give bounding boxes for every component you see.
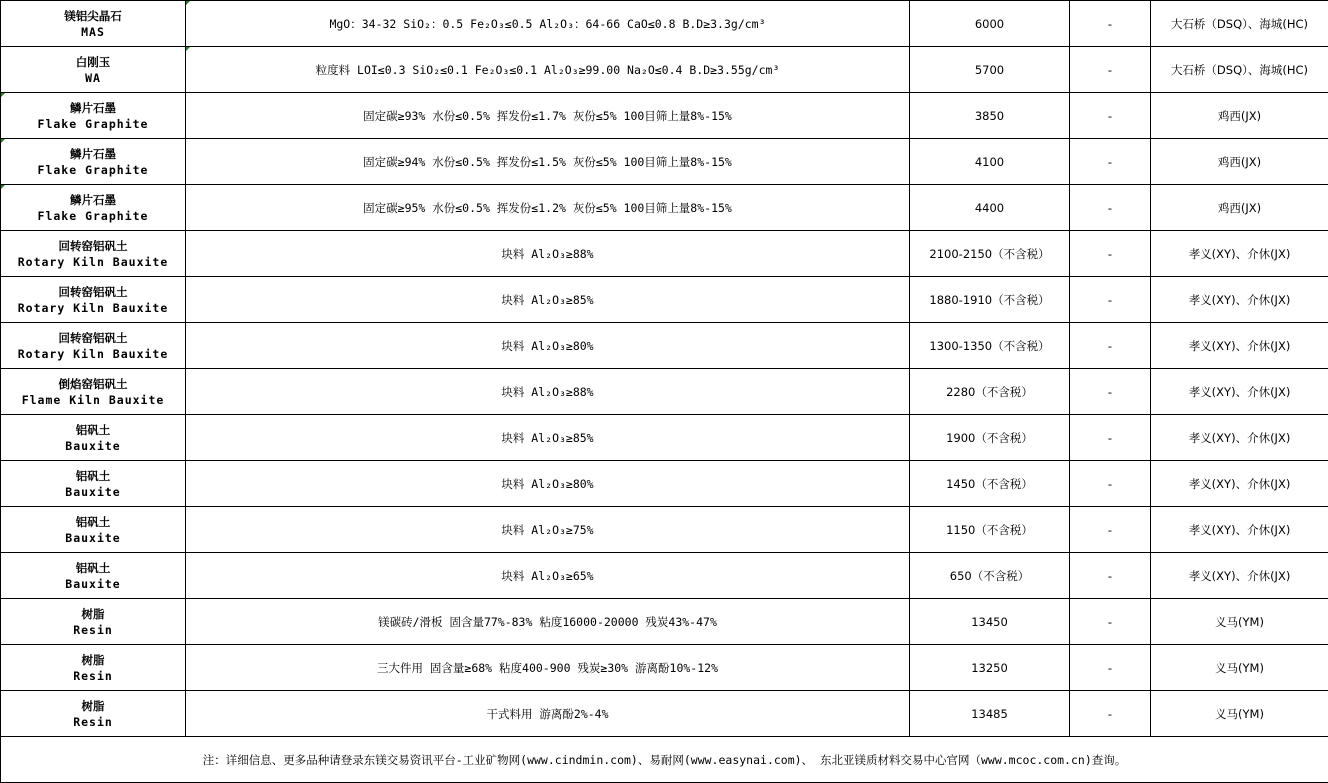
- product-name-cn: 树脂: [1, 698, 185, 714]
- table-row: [1, 47, 1328, 93]
- spec-cell[interactable]: [186, 277, 910, 323]
- spec-text: 固定碳≥94% 水份≤0.5% 挥发份≤1.5% 灰份≤5% 100目筛上量8%-15%: [363, 155, 732, 169]
- table-row: [1, 139, 1328, 185]
- product-name-cell[interactable]: [1, 323, 186, 369]
- product-name-cell[interactable]: [1, 599, 186, 645]
- origin-cell[interactable]: 孝义(XY)、介休(JX): [1151, 369, 1328, 415]
- product-name-cell[interactable]: [1, 553, 186, 599]
- product-name-cell[interactable]: [1, 47, 186, 93]
- product-name-en: Flake Graphite: [1, 162, 185, 178]
- price-cell[interactable]: 1150（不含税）: [910, 507, 1070, 553]
- table-row: [1, 231, 1328, 277]
- spec-text: MgO：34-32 SiO₂：0.5 Fe₂O₃≤0.5 Al₂O₃：64-66 CaO≤0.8 B.D≥3.3g/cm³: [329, 17, 765, 31]
- product-name-cn: 鳞片石墨: [1, 100, 185, 116]
- spec-cell[interactable]: [186, 461, 910, 507]
- spec-text: 固定碳≥95% 水份≤0.5% 挥发份≤1.2% 灰份≤5% 100目筛上量8%-15%: [363, 201, 732, 215]
- price-cell[interactable]: 4400: [910, 185, 1070, 231]
- table-row: [1, 1, 1328, 47]
- origin-cell[interactable]: 孝义(XY)、介休(JX): [1151, 553, 1328, 599]
- spec-text: 块料 Al₂O₃≥85%: [501, 293, 593, 307]
- change-cell[interactable]: -: [1070, 369, 1151, 415]
- comment-marker-icon: [1, 185, 5, 189]
- table-row: [1, 185, 1328, 231]
- change-cell[interactable]: -: [1070, 277, 1151, 323]
- origin-cell[interactable]: 大石桥（DSQ）、海城(HC): [1151, 47, 1328, 93]
- origin-cell[interactable]: 孝义(XY)、介休(JX): [1151, 231, 1328, 277]
- change-cell[interactable]: -: [1070, 645, 1151, 691]
- comment-marker-icon: [1, 93, 5, 97]
- table-row: [1, 323, 1328, 369]
- price-cell[interactable]: 3850: [910, 93, 1070, 139]
- change-cell[interactable]: -: [1070, 553, 1151, 599]
- product-name-cell[interactable]: [1, 185, 186, 231]
- note-row: [1, 737, 1328, 783]
- spec-text: 三大件用 固含量≥68% 粘度400-900 残炭≥30% 游离酚10%-12%: [377, 661, 718, 675]
- product-name-cell[interactable]: [1, 645, 186, 691]
- price-cell[interactable]: 2280（不含税）: [910, 369, 1070, 415]
- price-cell[interactable]: 4100: [910, 139, 1070, 185]
- product-name-cn: 铝矾土: [1, 560, 185, 576]
- product-name-en: WA: [1, 70, 185, 86]
- spec-cell[interactable]: [186, 507, 910, 553]
- spec-cell[interactable]: [186, 369, 910, 415]
- product-name-cell[interactable]: [1, 277, 186, 323]
- origin-cell[interactable]: 大石桥（DSQ）、海城(HC): [1151, 1, 1328, 47]
- product-name-cn: 倒焰窑铝矾土: [1, 376, 185, 392]
- product-name-cn: 铝矾土: [1, 468, 185, 484]
- spec-text: 块料 Al₂O₃≥88%: [501, 247, 593, 261]
- spec-text: 块料 Al₂O₃≥75%: [501, 523, 593, 537]
- origin-cell[interactable]: 鸡西(JX): [1151, 93, 1328, 139]
- price-cell[interactable]: 13485: [910, 691, 1070, 737]
- origin-cell[interactable]: 孝义(XY)、介休(JX): [1151, 415, 1328, 461]
- spec-cell[interactable]: [186, 93, 910, 139]
- product-name-en: Flake Graphite: [1, 208, 185, 224]
- price-cell[interactable]: 13450: [910, 599, 1070, 645]
- table-row: [1, 369, 1328, 415]
- table-row: [1, 415, 1328, 461]
- product-name-en: Rotary Kiln Bauxite: [1, 300, 185, 316]
- product-name-cell[interactable]: [1, 93, 186, 139]
- product-name-cell[interactable]: [1, 507, 186, 553]
- origin-cell[interactable]: 义马(YM): [1151, 645, 1328, 691]
- product-name-cell[interactable]: [1, 461, 186, 507]
- table-row: [1, 277, 1328, 323]
- change-cell[interactable]: -: [1070, 599, 1151, 645]
- product-name-cn: 回转窑铝矾土: [1, 330, 185, 346]
- table-row: [1, 599, 1328, 645]
- spec-cell[interactable]: [186, 47, 910, 93]
- spec-cell[interactable]: [186, 1, 910, 47]
- product-name-en: Resin: [1, 622, 185, 638]
- spec-cell[interactable]: [186, 553, 910, 599]
- spec-text: 干式料用 游离酚2%-4%: [486, 707, 608, 721]
- product-name-en: Bauxite: [1, 576, 185, 592]
- product-name-en: Resin: [1, 668, 185, 684]
- table-row: [1, 93, 1328, 139]
- spec-text: 粒度料 LOI≤0.3 SiO₂≤0.1 Fe₂O₃≤0.1 Al₂O₃≥99.00 Na₂O≤0.4 B.D≥3.55g/cm³: [316, 63, 780, 77]
- change-cell[interactable]: -: [1070, 47, 1151, 93]
- spec-cell[interactable]: [186, 139, 910, 185]
- price-cell[interactable]: 2100-2150（不含税）: [910, 231, 1070, 277]
- spec-cell[interactable]: [186, 323, 910, 369]
- product-name-cn: 回转窑铝矾土: [1, 238, 185, 254]
- origin-cell[interactable]: 义马(YM): [1151, 599, 1328, 645]
- origin-cell[interactable]: 孝义(XY)、介休(JX): [1151, 277, 1328, 323]
- change-cell[interactable]: -: [1070, 231, 1151, 277]
- origin-cell[interactable]: 鸡西(JX): [1151, 185, 1328, 231]
- product-name-en: Rotary Kiln Bauxite: [1, 254, 185, 270]
- product-name-en: Rotary Kiln Bauxite: [1, 346, 185, 362]
- price-cell[interactable]: 13250: [910, 645, 1070, 691]
- spec-text: 块料 Al₂O₃≥80%: [501, 477, 593, 491]
- product-name-en: Bauxite: [1, 438, 185, 454]
- spec-text: 固定碳≥93% 水份≤0.5% 挥发份≤1.7% 灰份≤5% 100目筛上量8%-15%: [363, 109, 732, 123]
- change-cell[interactable]: -: [1070, 691, 1151, 737]
- origin-cell[interactable]: 孝义(XY)、介休(JX): [1151, 507, 1328, 553]
- product-name-cn: 树脂: [1, 652, 185, 668]
- price-cell[interactable]: 1900（不含税）: [910, 415, 1070, 461]
- product-name-cell[interactable]: [1, 691, 186, 737]
- comment-marker-icon: [186, 1, 190, 5]
- origin-cell[interactable]: 鸡西(JX): [1151, 139, 1328, 185]
- table-row: [1, 645, 1328, 691]
- change-cell[interactable]: -: [1070, 507, 1151, 553]
- price-cell[interactable]: 1450（不含税）: [910, 461, 1070, 507]
- product-name-cn: 镁铝尖晶石: [1, 8, 185, 24]
- spec-cell[interactable]: [186, 645, 910, 691]
- spec-cell[interactable]: [186, 185, 910, 231]
- spec-text: 块料 Al₂O₃≥65%: [501, 569, 593, 583]
- spec-cell[interactable]: [186, 231, 910, 277]
- origin-cell[interactable]: 孝义(XY)、介休(JX): [1151, 461, 1328, 507]
- product-name-cn: 鳞片石墨: [1, 146, 185, 162]
- product-name-en: Flame Kiln Bauxite: [1, 392, 185, 408]
- spec-text: 块料 Al₂O₃≥88%: [501, 385, 593, 399]
- table-row: [1, 691, 1328, 737]
- product-name-cell[interactable]: [1, 369, 186, 415]
- table-row: [1, 553, 1328, 599]
- origin-cell[interactable]: 孝义(XY)、介休(JX): [1151, 323, 1328, 369]
- product-name-en: Flake Graphite: [1, 116, 185, 132]
- price-cell[interactable]: 6000: [910, 1, 1070, 47]
- footnote: 注：详细信息、更多品种请登录东镁交易资讯平台-工业矿物网(www.cindmin.com)、易耐网(www.easynai.com)、 东北亚镁质材料交易中心官网（www.mcoc.com.cn)查询。: [1, 737, 1328, 783]
- product-name-cn: 铝矾土: [1, 422, 185, 438]
- product-name-cn: 铝矾土: [1, 514, 185, 530]
- spec-text: 镁碳砖/滑板 固含量77%-83% 粘度16000-20000 残炭43%-47%: [378, 615, 717, 629]
- price-cell[interactable]: 5700: [910, 47, 1070, 93]
- product-name-en: Bauxite: [1, 530, 185, 546]
- spec-text: 块料 Al₂O₃≥85%: [501, 431, 593, 445]
- product-name-en: Resin: [1, 714, 185, 730]
- price-cell[interactable]: 1300-1350（不含税）: [910, 323, 1070, 369]
- change-cell[interactable]: -: [1070, 185, 1151, 231]
- price-table-body: [1, 1, 1328, 737]
- origin-cell[interactable]: 义马(YM): [1151, 691, 1328, 737]
- spec-text: 块料 Al₂O₃≥80%: [501, 339, 593, 353]
- price-cell[interactable]: 1880-1910（不含税）: [910, 277, 1070, 323]
- change-cell[interactable]: -: [1070, 1, 1151, 47]
- product-name-cell[interactable]: [1, 1, 186, 47]
- product-name-cell[interactable]: [1, 139, 186, 185]
- product-name-cn: 树脂: [1, 606, 185, 622]
- table-row: [1, 507, 1328, 553]
- price-cell[interactable]: 650（不含税）: [910, 553, 1070, 599]
- spec-cell[interactable]: [186, 415, 910, 461]
- change-cell[interactable]: -: [1070, 461, 1151, 507]
- spec-cell[interactable]: [186, 691, 910, 737]
- comment-marker-icon: [1, 139, 5, 143]
- comment-marker-icon: [186, 47, 190, 51]
- product-name-en: Bauxite: [1, 484, 185, 500]
- product-name-cell[interactable]: [1, 415, 186, 461]
- product-name-cn: 鳞片石墨: [1, 192, 185, 208]
- product-name-cn: 回转窑铝矾土: [1, 284, 185, 300]
- product-name-en: MAS: [1, 24, 185, 40]
- table-row: [1, 461, 1328, 507]
- change-cell[interactable]: -: [1070, 415, 1151, 461]
- change-cell[interactable]: -: [1070, 93, 1151, 139]
- change-cell[interactable]: -: [1070, 139, 1151, 185]
- product-name-cell[interactable]: [1, 231, 186, 277]
- spec-cell[interactable]: [186, 599, 910, 645]
- product-name-cn: 白刚玉: [1, 54, 185, 70]
- change-cell[interactable]: -: [1070, 323, 1151, 369]
